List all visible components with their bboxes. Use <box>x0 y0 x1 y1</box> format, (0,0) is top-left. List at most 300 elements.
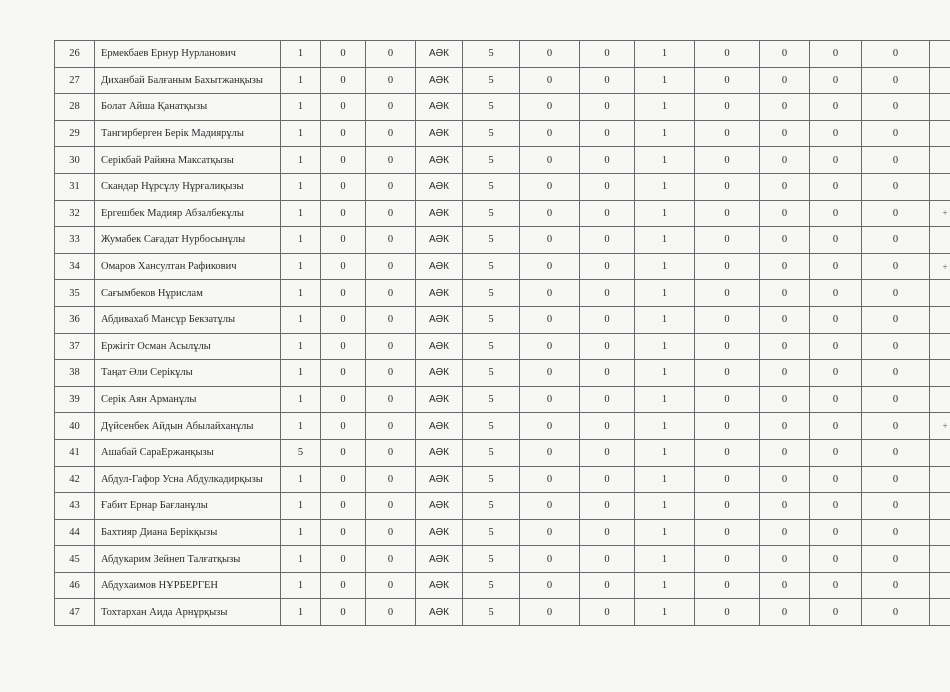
cell-col-7: 0 <box>580 94 635 121</box>
cell-mark <box>930 360 950 387</box>
cell-col-11: 0 <box>810 466 862 493</box>
cell-col-2: 0 <box>321 572 366 599</box>
cell-col-9: 0 <box>695 41 760 68</box>
cell-col-6: 0 <box>520 546 580 573</box>
table-row <box>55 360 950 387</box>
cell-col-5: 5 <box>463 280 520 307</box>
cell-col-6: 0 <box>520 41 580 68</box>
cell-col-9: 0 <box>695 360 760 387</box>
cell-col-7: 0 <box>580 253 635 280</box>
cell-col-3: 0 <box>366 94 416 121</box>
cell-col-3: 0 <box>366 439 416 466</box>
cell-code: АӘК <box>416 572 463 599</box>
table-row <box>55 173 950 200</box>
cell-code: АӘК <box>416 599 463 626</box>
cell-col-2: 0 <box>321 67 366 94</box>
cell-col-1: 1 <box>281 360 321 387</box>
student-name: Ашабай СараЕржанқызы <box>95 439 281 466</box>
row-number: 27 <box>55 67 95 94</box>
cell-col-8: 1 <box>635 120 695 147</box>
cell-code: АӘК <box>416 333 463 360</box>
cell-col-5: 5 <box>463 333 520 360</box>
cell-col-5: 5 <box>463 147 520 174</box>
cell-col-3: 0 <box>366 280 416 307</box>
cell-col-11: 0 <box>810 253 862 280</box>
cell-col-8: 1 <box>635 200 695 227</box>
cell-mark <box>930 173 950 200</box>
row-number: 31 <box>55 173 95 200</box>
cell-col-11: 0 <box>810 200 862 227</box>
cell-col-11: 0 <box>810 94 862 121</box>
cell-col-7: 0 <box>580 519 635 546</box>
cell-col-5: 5 <box>463 572 520 599</box>
table-row <box>55 227 950 254</box>
cell-col-1: 1 <box>281 466 321 493</box>
cell-col-10: 0 <box>760 493 810 520</box>
cell-col-2: 0 <box>321 94 366 121</box>
cell-col-2: 0 <box>321 227 366 254</box>
cell-col-9: 0 <box>695 519 760 546</box>
student-name: Абдухаимов НҰРБЕРГЕН <box>95 572 281 599</box>
cell-col-9: 0 <box>695 333 760 360</box>
cell-code: АӘК <box>416 41 463 68</box>
cell-code: АӘК <box>416 546 463 573</box>
cell-col-5: 5 <box>463 67 520 94</box>
cell-col-10: 0 <box>760 466 810 493</box>
cell-col-7: 0 <box>580 546 635 573</box>
cell-col-10: 0 <box>760 200 810 227</box>
cell-col-12: 0 <box>862 333 930 360</box>
cell-col-10: 0 <box>760 333 810 360</box>
cell-col-1: 1 <box>281 306 321 333</box>
cell-col-8: 1 <box>635 413 695 440</box>
cell-col-2: 0 <box>321 439 366 466</box>
cell-col-6: 0 <box>520 599 580 626</box>
cell-col-9: 0 <box>695 306 760 333</box>
cell-col-5: 5 <box>463 546 520 573</box>
cell-mark <box>930 493 950 520</box>
table-row <box>55 120 950 147</box>
cell-col-1: 1 <box>281 67 321 94</box>
cell-col-3: 0 <box>366 466 416 493</box>
cell-col-2: 0 <box>321 360 366 387</box>
table-row <box>55 439 950 466</box>
cell-col-7: 0 <box>580 120 635 147</box>
student-name: Омаров Хансултан Рафикович <box>95 253 281 280</box>
table-row <box>55 253 950 280</box>
cell-col-3: 0 <box>366 41 416 68</box>
cell-col-12: 0 <box>862 386 930 413</box>
cell-col-9: 0 <box>695 147 760 174</box>
cell-col-10: 0 <box>760 280 810 307</box>
cell-col-12: 0 <box>862 306 930 333</box>
cell-col-7: 0 <box>580 466 635 493</box>
row-number: 36 <box>55 306 95 333</box>
cell-col-3: 0 <box>366 519 416 546</box>
cell-col-1: 1 <box>281 94 321 121</box>
cell-mark <box>930 439 950 466</box>
row-number: 30 <box>55 147 95 174</box>
student-name: Диханбай Балғаным Бахытжанқызы <box>95 67 281 94</box>
cell-col-11: 0 <box>810 386 862 413</box>
row-number: 29 <box>55 120 95 147</box>
cell-col-10: 0 <box>760 519 810 546</box>
row-number: 37 <box>55 333 95 360</box>
cell-mark <box>930 280 950 307</box>
student-name: Скандар Нұрсұлу Нұрғалиқызы <box>95 173 281 200</box>
cell-col-3: 0 <box>366 200 416 227</box>
cell-col-7: 0 <box>580 599 635 626</box>
table-row <box>55 41 950 68</box>
cell-col-5: 5 <box>463 94 520 121</box>
table-row <box>55 333 950 360</box>
cell-col-8: 1 <box>635 147 695 174</box>
table-row <box>55 280 950 307</box>
cell-col-10: 0 <box>760 120 810 147</box>
cell-col-1: 1 <box>281 147 321 174</box>
cell-col-10: 0 <box>760 306 810 333</box>
cell-col-1: 1 <box>281 41 321 68</box>
cell-mark <box>930 306 950 333</box>
cell-mark <box>930 227 950 254</box>
cell-col-5: 5 <box>463 360 520 387</box>
cell-col-2: 0 <box>321 253 366 280</box>
cell-col-5: 5 <box>463 41 520 68</box>
cell-col-2: 0 <box>321 519 366 546</box>
cell-code: АӘК <box>416 439 463 466</box>
cell-mark: + <box>930 253 950 280</box>
cell-col-3: 0 <box>366 227 416 254</box>
cell-col-2: 0 <box>321 41 366 68</box>
table-row <box>55 306 950 333</box>
cell-col-6: 0 <box>520 227 580 254</box>
cell-col-1: 1 <box>281 253 321 280</box>
cell-col-8: 1 <box>635 519 695 546</box>
cell-col-6: 0 <box>520 360 580 387</box>
cell-col-6: 0 <box>520 493 580 520</box>
student-name: Серік Аян Арманұлы <box>95 386 281 413</box>
cell-col-5: 5 <box>463 413 520 440</box>
cell-col-12: 0 <box>862 599 930 626</box>
cell-col-9: 0 <box>695 227 760 254</box>
cell-mark <box>930 41 950 68</box>
cell-col-12: 0 <box>862 94 930 121</box>
cell-col-3: 0 <box>366 493 416 520</box>
cell-col-1: 1 <box>281 200 321 227</box>
cell-col-11: 0 <box>810 546 862 573</box>
cell-col-12: 0 <box>862 200 930 227</box>
row-number: 28 <box>55 94 95 121</box>
cell-code: АӘК <box>416 280 463 307</box>
cell-col-10: 0 <box>760 599 810 626</box>
cell-col-6: 0 <box>520 253 580 280</box>
cell-col-12: 0 <box>862 173 930 200</box>
student-name: Ғабит Ернар Бағланұлы <box>95 493 281 520</box>
cell-col-6: 0 <box>520 67 580 94</box>
cell-col-5: 5 <box>463 493 520 520</box>
cell-col-2: 0 <box>321 386 366 413</box>
cell-col-6: 0 <box>520 439 580 466</box>
cell-code: АӘК <box>416 227 463 254</box>
cell-col-11: 0 <box>810 120 862 147</box>
cell-col-10: 0 <box>760 227 810 254</box>
cell-col-8: 1 <box>635 280 695 307</box>
cell-col-7: 0 <box>580 280 635 307</box>
cell-col-3: 0 <box>366 306 416 333</box>
row-number: 42 <box>55 466 95 493</box>
cell-col-1: 1 <box>281 546 321 573</box>
row-number: 34 <box>55 253 95 280</box>
cell-col-10: 0 <box>760 147 810 174</box>
cell-col-1: 1 <box>281 599 321 626</box>
cell-col-1: 1 <box>281 227 321 254</box>
cell-col-2: 0 <box>321 173 366 200</box>
cell-col-7: 0 <box>580 41 635 68</box>
cell-col-9: 0 <box>695 200 760 227</box>
student-name: Ермекбаев Ернур Нурланович <box>95 41 281 68</box>
cell-mark <box>930 572 950 599</box>
table-row <box>55 147 950 174</box>
cell-col-2: 0 <box>321 200 366 227</box>
cell-col-1: 1 <box>281 386 321 413</box>
cell-col-12: 0 <box>862 493 930 520</box>
row-number: 44 <box>55 519 95 546</box>
cell-code: АӘК <box>416 67 463 94</box>
cell-col-10: 0 <box>760 360 810 387</box>
cell-mark: + <box>930 200 950 227</box>
cell-col-5: 5 <box>463 173 520 200</box>
cell-code: АӘК <box>416 200 463 227</box>
cell-col-1: 1 <box>281 333 321 360</box>
table-row <box>55 572 950 599</box>
cell-col-3: 0 <box>366 147 416 174</box>
cell-col-12: 0 <box>862 147 930 174</box>
cell-col-12: 0 <box>862 67 930 94</box>
cell-col-11: 0 <box>810 227 862 254</box>
cell-col-12: 0 <box>862 280 930 307</box>
row-number: 40 <box>55 413 95 440</box>
cell-col-2: 0 <box>321 493 366 520</box>
cell-col-1: 1 <box>281 519 321 546</box>
cell-col-7: 0 <box>580 147 635 174</box>
cell-col-8: 1 <box>635 599 695 626</box>
cell-col-1: 1 <box>281 120 321 147</box>
cell-col-11: 0 <box>810 333 862 360</box>
cell-col-2: 0 <box>321 306 366 333</box>
cell-col-6: 0 <box>520 413 580 440</box>
cell-col-5: 5 <box>463 306 520 333</box>
cell-code: АӘК <box>416 493 463 520</box>
cell-col-9: 0 <box>695 546 760 573</box>
cell-col-8: 1 <box>635 41 695 68</box>
cell-col-6: 0 <box>520 519 580 546</box>
student-results-table <box>54 40 950 626</box>
cell-col-6: 0 <box>520 386 580 413</box>
student-name: Тангирберген Берік Мадиярұлы <box>95 120 281 147</box>
cell-col-3: 0 <box>366 546 416 573</box>
table-row <box>55 599 950 626</box>
cell-code: АӘК <box>416 94 463 121</box>
cell-col-12: 0 <box>862 572 930 599</box>
cell-col-12: 0 <box>862 439 930 466</box>
cell-col-6: 0 <box>520 147 580 174</box>
cell-col-2: 0 <box>321 120 366 147</box>
cell-col-1: 1 <box>281 493 321 520</box>
cell-col-8: 1 <box>635 572 695 599</box>
cell-col-8: 1 <box>635 386 695 413</box>
cell-col-3: 0 <box>366 120 416 147</box>
cell-col-11: 0 <box>810 360 862 387</box>
cell-col-7: 0 <box>580 572 635 599</box>
cell-col-5: 5 <box>463 120 520 147</box>
cell-col-12: 0 <box>862 41 930 68</box>
cell-col-11: 0 <box>810 147 862 174</box>
cell-col-9: 0 <box>695 439 760 466</box>
cell-col-3: 0 <box>366 599 416 626</box>
student-name: Бахтияр Диана Берікқызы <box>95 519 281 546</box>
cell-col-6: 0 <box>520 173 580 200</box>
cell-col-3: 0 <box>366 360 416 387</box>
cell-col-10: 0 <box>760 413 810 440</box>
cell-col-3: 0 <box>366 173 416 200</box>
cell-code: АӘК <box>416 253 463 280</box>
cell-col-3: 0 <box>366 253 416 280</box>
cell-col-10: 0 <box>760 94 810 121</box>
table-row <box>55 67 950 94</box>
student-name: Серікбай Райяна Максатқызы <box>95 147 281 174</box>
cell-col-7: 0 <box>580 333 635 360</box>
cell-col-9: 0 <box>695 67 760 94</box>
cell-mark <box>930 519 950 546</box>
cell-col-12: 0 <box>862 519 930 546</box>
cell-col-1: 1 <box>281 280 321 307</box>
table-row <box>55 94 950 121</box>
cell-code: АӘК <box>416 466 463 493</box>
cell-code: АӘК <box>416 173 463 200</box>
cell-col-10: 0 <box>760 546 810 573</box>
student-name: Дүйсенбек Айдын Абылайханұлы <box>95 413 281 440</box>
cell-col-5: 5 <box>463 519 520 546</box>
cell-col-9: 0 <box>695 173 760 200</box>
cell-col-2: 0 <box>321 280 366 307</box>
cell-col-8: 1 <box>635 173 695 200</box>
cell-col-8: 1 <box>635 333 695 360</box>
cell-mark <box>930 546 950 573</box>
row-number: 43 <box>55 493 95 520</box>
cell-col-7: 0 <box>580 413 635 440</box>
cell-col-7: 0 <box>580 360 635 387</box>
cell-col-7: 0 <box>580 386 635 413</box>
cell-col-7: 0 <box>580 200 635 227</box>
table-row <box>55 519 950 546</box>
table-body <box>55 41 950 626</box>
table-row <box>55 493 950 520</box>
cell-col-11: 0 <box>810 599 862 626</box>
cell-col-6: 0 <box>520 333 580 360</box>
row-number: 45 <box>55 546 95 573</box>
cell-col-1: 1 <box>281 173 321 200</box>
cell-col-7: 0 <box>580 67 635 94</box>
row-number: 47 <box>55 599 95 626</box>
cell-col-10: 0 <box>760 439 810 466</box>
cell-code: АӘК <box>416 413 463 440</box>
cell-code: АӘК <box>416 147 463 174</box>
cell-col-8: 1 <box>635 546 695 573</box>
student-name: Болат Айша Қанатқызы <box>95 94 281 121</box>
cell-col-6: 0 <box>520 280 580 307</box>
cell-col-12: 0 <box>862 546 930 573</box>
cell-col-5: 5 <box>463 439 520 466</box>
cell-col-11: 0 <box>810 413 862 440</box>
cell-col-10: 0 <box>760 386 810 413</box>
cell-col-6: 0 <box>520 572 580 599</box>
cell-col-8: 1 <box>635 306 695 333</box>
cell-mark <box>930 466 950 493</box>
cell-col-10: 0 <box>760 67 810 94</box>
cell-col-8: 1 <box>635 227 695 254</box>
cell-col-9: 0 <box>695 386 760 413</box>
cell-col-10: 0 <box>760 253 810 280</box>
cell-col-6: 0 <box>520 306 580 333</box>
cell-col-2: 0 <box>321 147 366 174</box>
cell-col-11: 0 <box>810 67 862 94</box>
cell-mark: + <box>930 413 950 440</box>
cell-col-10: 0 <box>760 41 810 68</box>
cell-col-5: 5 <box>463 253 520 280</box>
table-row <box>55 200 950 227</box>
table-row <box>55 466 950 493</box>
cell-col-9: 0 <box>695 599 760 626</box>
cell-col-3: 0 <box>366 333 416 360</box>
student-name: Ержігіт Осман Асылұлы <box>95 333 281 360</box>
cell-col-12: 0 <box>862 253 930 280</box>
cell-col-2: 0 <box>321 466 366 493</box>
cell-col-8: 1 <box>635 253 695 280</box>
student-name: Сағымбеков Нұрислам <box>95 280 281 307</box>
cell-col-12: 0 <box>862 413 930 440</box>
cell-col-7: 0 <box>580 173 635 200</box>
cell-col-5: 5 <box>463 599 520 626</box>
student-name: Абдукарим Зейнеп Талғатқызы <box>95 546 281 573</box>
cell-col-3: 0 <box>366 67 416 94</box>
row-number: 35 <box>55 280 95 307</box>
cell-code: АӘК <box>416 306 463 333</box>
row-number: 26 <box>55 41 95 68</box>
cell-col-10: 0 <box>760 572 810 599</box>
cell-col-11: 0 <box>810 519 862 546</box>
row-number: 41 <box>55 439 95 466</box>
cell-col-8: 1 <box>635 493 695 520</box>
cell-mark <box>930 94 950 121</box>
cell-col-11: 0 <box>810 306 862 333</box>
cell-col-2: 0 <box>321 413 366 440</box>
cell-col-6: 0 <box>520 94 580 121</box>
cell-col-9: 0 <box>695 493 760 520</box>
cell-col-1: 1 <box>281 413 321 440</box>
cell-col-1: 1 <box>281 572 321 599</box>
student-name: Таңат Әли Серікұлы <box>95 360 281 387</box>
row-number: 38 <box>55 360 95 387</box>
cell-col-5: 5 <box>463 386 520 413</box>
cell-col-3: 0 <box>366 413 416 440</box>
cell-mark <box>930 120 950 147</box>
table-row <box>55 386 950 413</box>
cell-col-2: 0 <box>321 599 366 626</box>
cell-col-7: 0 <box>580 227 635 254</box>
cell-col-12: 0 <box>862 120 930 147</box>
row-number: 33 <box>55 227 95 254</box>
cell-col-8: 1 <box>635 94 695 121</box>
